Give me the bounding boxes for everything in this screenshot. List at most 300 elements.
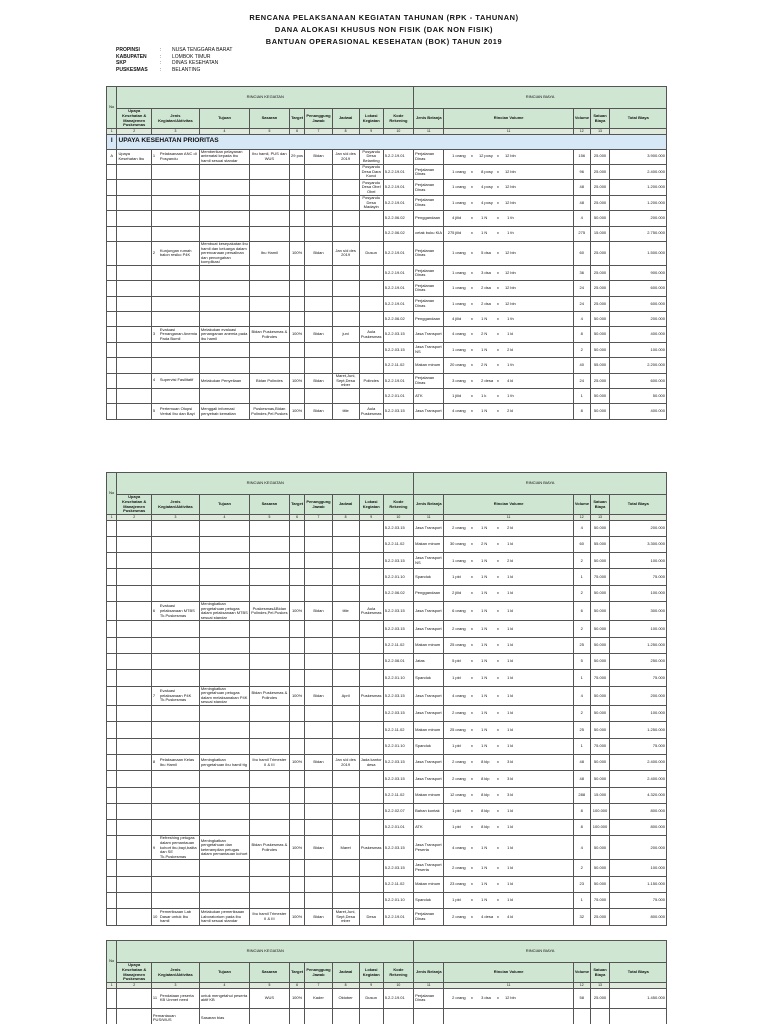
- row-sasaran: Bidan Puskesmas & Polindes: [250, 836, 290, 860]
- row-satuan-biaya: 25.000: [590, 149, 610, 164]
- column-number: 6: [289, 129, 305, 135]
- row-jadwal: [332, 787, 359, 803]
- multiply-sign: x: [470, 285, 473, 291]
- row-rincian-volume: [444, 722, 574, 738]
- row-target: 100%: [289, 241, 305, 265]
- volume-part: 1: [507, 808, 510, 814]
- volume-part: 2: [481, 300, 484, 306]
- row-tujuan: [199, 281, 249, 296]
- row-upaya-code: [107, 296, 117, 311]
- volume-part: 1: [452, 250, 455, 256]
- budget-row: [107, 706, 667, 722]
- row-upaya: [117, 265, 151, 280]
- header-jadwal: Jadwal: [332, 109, 359, 129]
- volume-part: 1: [507, 625, 510, 631]
- volume-part: pkt: [455, 674, 461, 680]
- volume-part: 2: [507, 408, 510, 414]
- row-activity-number: 1: [152, 153, 156, 159]
- row-sasaran: [250, 876, 290, 892]
- volume-part: kl: [510, 642, 514, 648]
- multiply-sign: x: [470, 692, 473, 698]
- header-rincian-kegiatan: RINCIAN KEGIATAN: [117, 473, 414, 495]
- row-lokasi: Puskesmas: [359, 836, 383, 860]
- row-rincian-volume: [444, 820, 574, 836]
- row-volume: 40: [573, 358, 590, 373]
- row-activity-number: 5: [152, 408, 156, 414]
- row-activity-number: 6: [152, 607, 156, 613]
- multiply-sign: x: [470, 742, 473, 748]
- volume-part: 1: [452, 897, 455, 903]
- row-satuan-biaya: [590, 1008, 610, 1024]
- header-jenis: Jenis Kegiatan/Aktivitas: [151, 109, 199, 129]
- row-sasaran: [250, 389, 290, 404]
- header-total-biaya: Total Biaya: [610, 963, 667, 983]
- volume-part: orang: [455, 607, 466, 613]
- row-tujuan: [199, 820, 249, 836]
- row-sasaran: Ibu Hamil: [250, 241, 290, 265]
- multiply-sign: x: [470, 184, 473, 190]
- budget-row: [107, 602, 667, 621]
- row-penanggung-jawab: [305, 536, 332, 552]
- volume-part: 2: [452, 590, 455, 596]
- row-sasaran: [250, 536, 290, 552]
- row-sasaran: [250, 211, 290, 226]
- volume-part: 1: [452, 742, 455, 748]
- row-lokasi: [359, 670, 383, 686]
- row-rincian-volume: [444, 358, 574, 373]
- row-penanggung-jawab: Bidan: [305, 754, 332, 770]
- volume-part: orang: [455, 331, 466, 337]
- row-kode-rekening: 5.2.2.11.02: [383, 358, 413, 373]
- row-tujuan: [199, 892, 249, 908]
- row-jenis-belanja: Bahan kontak: [414, 803, 444, 819]
- multiply-sign: x: [496, 408, 499, 414]
- row-tujuan: [199, 722, 249, 738]
- section-roman: I: [107, 134, 117, 149]
- row-volume: 6: [573, 602, 590, 621]
- header-upaya: Upaya Kesehatan & Manajemen Puskesmas: [117, 963, 151, 983]
- multiply-sign: x: [496, 864, 499, 870]
- column-number: 12: [573, 129, 590, 135]
- row-penanggung-jawab: [305, 569, 332, 585]
- column-number: 2: [117, 129, 151, 135]
- row-target: 29 pos: [289, 149, 305, 164]
- row-upaya: [117, 312, 151, 327]
- row-upaya: [117, 373, 151, 388]
- volume-part: 1: [507, 824, 510, 830]
- row-target: [289, 654, 305, 670]
- row-jenis-kegiatan: [151, 327, 199, 342]
- row-upaya-code: [107, 820, 117, 836]
- volume-part: orang: [455, 346, 466, 352]
- row-satuan-biaya: 25.000: [590, 164, 610, 179]
- row-upaya: [117, 1008, 151, 1024]
- row-total-biaya: 1.500.000: [610, 241, 667, 265]
- volume-part: orang: [455, 269, 466, 275]
- header-kode-rekening: Kode Rekening: [383, 109, 413, 129]
- row-rincian-volume: [444, 164, 574, 179]
- multiply-sign: x: [496, 331, 499, 337]
- row-upaya-code: [107, 164, 117, 179]
- volume-part: kl: [510, 674, 514, 680]
- row-penanggung-jawab: Bidan: [305, 602, 332, 621]
- volume-part: kl: [510, 808, 514, 814]
- row-jadwal: [332, 180, 359, 195]
- header-rincian-kegiatan: RINCIAN KEGIATAN: [117, 941, 414, 963]
- volume-part: 2: [452, 775, 455, 781]
- volume-part: N: [484, 346, 488, 352]
- volume-part: 12: [504, 994, 510, 1000]
- row-upaya: [117, 296, 151, 311]
- budget-row: [107, 327, 667, 342]
- row-jadwal: Jan s/d des 2019: [332, 241, 359, 265]
- row-jenis-kegiatan: [151, 988, 199, 1008]
- row-jenis-belanja: Makan minum: [414, 637, 444, 653]
- row-jenis-belanja: Jasa Transport: [414, 771, 444, 787]
- row-jenis-text: Evaluasi Penanganan Anemia Pada Bumil: [159, 326, 198, 341]
- row-lokasi: [359, 211, 383, 226]
- row-volume: 1: [573, 738, 590, 754]
- row-kode-rekening: 5.2.2.03.15: [383, 754, 413, 770]
- row-upaya-code: [107, 373, 117, 388]
- volume-part: N: [484, 408, 488, 414]
- row-upaya: [117, 670, 151, 686]
- row-activity-number: 10: [152, 913, 158, 919]
- row-jadwal: Maret,Juni, Sept,Desa mber: [332, 909, 359, 925]
- volume-part: orang: [455, 557, 466, 563]
- row-sasaran: [250, 520, 290, 536]
- volume-part: dsa: [484, 994, 491, 1000]
- volume-part: 1: [507, 881, 510, 886]
- row-penanggung-jawab: [305, 342, 332, 357]
- volume-part: orang: [455, 994, 466, 1000]
- row-upaya-code: [107, 686, 117, 705]
- row-lokasi: Aula Puskesmas: [359, 404, 383, 419]
- identity-row-puskesmas: PUSKESMAS : BELANTING: [116, 66, 201, 73]
- row-activity-number: 2: [152, 250, 156, 256]
- row-total-biaya: 75.000: [610, 670, 667, 686]
- volume-part: 4: [452, 408, 455, 414]
- column-number: 7: [305, 983, 332, 989]
- multiply-sign: x: [496, 300, 499, 306]
- row-tujuan: Meningkatkan pengetahuan petugas dalam melaksanakan P4K sesuai standar: [199, 686, 249, 705]
- budget-row: [107, 909, 667, 925]
- row-penanggung-jawab: [305, 520, 332, 536]
- row-sasaran: Bidan Polindes: [250, 373, 290, 388]
- row-jenis-kegiatan: [151, 195, 199, 210]
- header-satuan-biaya: Satuan Biaya: [590, 495, 610, 515]
- budget-row: [107, 1008, 667, 1024]
- volume-part: kl: [510, 607, 514, 613]
- row-total-biaya: 1.150.000: [610, 876, 667, 892]
- row-jadwal: [332, 876, 359, 892]
- multiply-sign: x: [496, 625, 499, 631]
- row-lokasi: [359, 787, 383, 803]
- row-target: [289, 296, 305, 311]
- row-lokasi: Dusun: [359, 988, 383, 1008]
- volume-part: N: [484, 642, 488, 648]
- volume-part: 4: [452, 215, 455, 221]
- volume-part: 1: [507, 674, 510, 680]
- row-upaya-code: [107, 836, 117, 860]
- volume-part: N: [484, 331, 488, 337]
- row-jenis-belanja: Perjalanan Dinas: [414, 373, 444, 388]
- multiply-sign: x: [496, 897, 499, 903]
- row-sasaran: [250, 670, 290, 686]
- doc-title-line-3: BANTUAN OPERASIONAL KESEHATAN (BOK) TAHUN 2019: [265, 37, 503, 46]
- row-sasaran: [250, 296, 290, 311]
- row-total-biaya: 3.300.000: [610, 536, 667, 552]
- row-tujuan: Menggali informasi penyebab kematian: [199, 404, 249, 419]
- column-number: 13: [590, 129, 610, 135]
- row-jenis-belanja: Jasa Transport: [414, 520, 444, 536]
- volume-part: 2: [452, 864, 455, 870]
- row-jenis-text: Pemeriksaan Lab Dasar untuk Ibu hamil: [159, 909, 192, 924]
- volume-part: 3: [507, 759, 510, 765]
- row-jenis-belanja: Perjalanan Dinas: [414, 988, 444, 1008]
- row-kode-rekening: 5.2.2.06.01: [383, 654, 413, 670]
- row-jenis-belanja: Makan minum: [414, 787, 444, 803]
- volume-part: jilid: [455, 315, 462, 321]
- volume-part: 1: [452, 168, 455, 174]
- row-jadwal: [332, 637, 359, 653]
- row-rincian-volume: [444, 585, 574, 601]
- column-number: 3: [151, 983, 199, 989]
- volume-part: 12: [504, 250, 510, 256]
- row-upaya: [117, 536, 151, 552]
- multiply-sign: x: [470, 300, 473, 306]
- row-volume: 2: [573, 342, 590, 357]
- volume-part: 1: [507, 742, 510, 748]
- row-rincian-volume: [444, 637, 574, 653]
- row-activity-number: 3: [152, 331, 156, 337]
- row-penanggung-jawab: [305, 803, 332, 819]
- budget-row: [107, 312, 667, 327]
- volume-part: 1: [481, 625, 484, 631]
- multiply-sign: x: [470, 315, 473, 321]
- volume-part: 2: [452, 994, 455, 1000]
- volume-part: 3: [481, 269, 484, 275]
- volume-part: 3: [507, 775, 510, 781]
- row-upaya-code: [107, 553, 117, 569]
- multiply-sign: x: [470, 377, 473, 383]
- row-jenis-kegiatan: [151, 860, 199, 876]
- row-tujuan: Membuat kesepakatan ibu hamil dan keluarga dalam perencanaan persalinan dan pencegahan komplikasi: [200, 241, 248, 265]
- row-kode-rekening: [383, 1008, 413, 1024]
- volume-part: N: [484, 710, 488, 716]
- volume-part: orang: [455, 408, 466, 414]
- volume-part: 4: [452, 331, 455, 337]
- multiply-sign: x: [496, 844, 499, 850]
- volume-part: 1: [481, 215, 484, 221]
- volume-part: orang: [455, 913, 466, 919]
- volume-part: N: [484, 844, 488, 850]
- identity-row-kabupaten: KABUPATEN : LOMBOK TIMUR: [116, 53, 211, 60]
- row-jenis-belanja: Perjalanan Dinas: [414, 281, 444, 296]
- row-total-biaya: 100.000: [610, 621, 667, 637]
- row-kode-rekening: 5.2.2.03.15: [383, 860, 413, 876]
- multiply-sign: x: [496, 168, 499, 174]
- header-lokasi: Lokasi Kegiatan: [359, 109, 383, 129]
- row-penanggung-jawab: [305, 892, 332, 908]
- row-sasaran: [250, 226, 290, 241]
- volume-part: 1: [452, 674, 455, 680]
- row-sasaran: [250, 892, 290, 908]
- row-total-biaya: 400.000: [610, 404, 667, 419]
- row-rincian-volume: [444, 241, 574, 265]
- budget-row: [107, 836, 667, 860]
- header-tujuan: Tujuan: [199, 495, 249, 515]
- row-jadwal: [332, 771, 359, 787]
- row-total-biaya: 2.400.000: [610, 771, 667, 787]
- row-penanggung-jawab: [305, 180, 332, 195]
- row-upaya-code: [107, 312, 117, 327]
- row-jenis-kegiatan: [151, 342, 199, 357]
- row-tujuan: [199, 569, 249, 585]
- volume-part: dsa: [484, 285, 491, 291]
- header-jenis: Jenis Kegiatan/Aktivitas: [151, 963, 199, 983]
- volume-part: 12: [478, 153, 484, 159]
- volume-part: 8: [481, 824, 484, 830]
- row-tujuan: Meningkatkan pengetahuan petugas dalam pelaksanaan MTBS sesuai standar: [200, 601, 248, 620]
- row-upaya-code: [107, 226, 117, 241]
- header-volume: Volume: [573, 495, 590, 515]
- row-lokasi: [359, 706, 383, 722]
- row-jenis-belanja: Jasa Transport NS: [414, 553, 444, 569]
- multiply-sign: x: [470, 541, 473, 547]
- header-rincian-biaya: RINCIAN BIAYA: [414, 473, 667, 495]
- header-kode-rekening: Kode Rekening: [383, 495, 413, 515]
- row-upaya-code: [107, 654, 117, 670]
- row-sasaran: [250, 195, 290, 210]
- row-target: [289, 312, 305, 327]
- row-jenis-kegiatan: [151, 892, 199, 908]
- row-upaya: [117, 988, 151, 1008]
- row-total-biaya: 4.320.000: [610, 787, 667, 803]
- row-kode-rekening: 5.2.2.19.01: [383, 988, 413, 1008]
- row-target: [289, 342, 305, 357]
- row-sasaran: [250, 654, 290, 670]
- volume-part: klp: [484, 808, 490, 814]
- row-total-biaya: 75.000: [610, 738, 667, 754]
- volume-part: desa: [484, 913, 494, 919]
- volume-part: orang: [455, 300, 466, 306]
- section-title: UPAYA KESEHATAN PRIORITAS: [117, 134, 667, 149]
- row-lokasi: [359, 722, 383, 738]
- row-jadwal: Oktober: [332, 988, 359, 1008]
- volume-part: 1: [507, 864, 510, 870]
- row-activity-number: 9: [152, 844, 156, 850]
- row-penanggung-jawab: [305, 637, 332, 653]
- volume-part: N: [484, 726, 488, 732]
- row-sasaran: [250, 180, 290, 195]
- multiply-sign: x: [496, 607, 499, 613]
- budget-row: [107, 149, 667, 164]
- row-kode-rekening: 5.2.2.03.15: [383, 706, 413, 722]
- row-jadwal: Maret: [332, 836, 359, 860]
- row-satuan-biaya: 25.000: [590, 281, 610, 296]
- volume-part: 8: [481, 791, 484, 797]
- row-total-biaya: 800.000: [610, 803, 667, 819]
- row-volume: 1: [573, 569, 590, 585]
- row-rincian-volume: [444, 226, 574, 241]
- row-kode-rekening: 5.2.2.06.02: [383, 585, 413, 601]
- row-upaya-code: [107, 670, 117, 686]
- row-jadwal: Maret,Juni, Sept,Desa mber: [332, 373, 359, 388]
- volume-part: pkt: [455, 658, 461, 664]
- row-satuan-biaya: 50.000: [590, 404, 610, 419]
- header-kode-rekening: Kode Rekening: [383, 963, 413, 983]
- row-upaya: [117, 358, 151, 373]
- row-jenis-belanja: Spanduk: [414, 892, 444, 908]
- volume-part: 3: [452, 377, 455, 383]
- multiply-sign: x: [470, 775, 473, 781]
- volume-part: 4: [452, 692, 455, 698]
- column-number: 5: [250, 983, 290, 989]
- header-column-row: [107, 963, 667, 983]
- volume-part: 1: [481, 408, 484, 414]
- budget-row: [107, 621, 667, 637]
- row-satuan-biaya: 50.000: [590, 876, 610, 892]
- row-total-biaya: 75.000: [610, 892, 667, 908]
- row-target: [289, 265, 305, 280]
- row-tujuan: [199, 553, 249, 569]
- row-satuan-biaya: 15.000: [590, 787, 610, 803]
- row-volume: 48: [573, 180, 590, 195]
- doc-title-line-2: DANA ALOKASI KHUSUS NON FISIK (DAK NON FISIK): [274, 25, 494, 34]
- multiply-sign: x: [496, 775, 499, 781]
- row-jenis-kegiatan: [151, 164, 199, 179]
- row-kode-rekening: 5.2.2.19.01: [383, 241, 413, 265]
- row-upaya-code: [107, 358, 117, 373]
- multiply-sign: x: [496, 573, 499, 579]
- row-penanggung-jawab: [305, 706, 332, 722]
- volume-part: kl: [510, 658, 514, 664]
- row-jenis-belanja: Makan minum: [414, 358, 444, 373]
- row-rincian-volume: [444, 342, 574, 357]
- volume-part: 1: [452, 269, 455, 275]
- row-satuan-biaya: 25.000: [590, 909, 610, 925]
- row-jenis-belanja: Perjalanan Dinas: [414, 241, 444, 265]
- row-penanggung-jawab: [305, 722, 332, 738]
- row-kode-rekening: 5.2.2.03.15: [383, 327, 413, 342]
- row-rincian-volume: [444, 803, 574, 819]
- row-sasaran: [250, 1008, 290, 1024]
- row-tujuan: Meningkatkan pengetahuan ibu hamil ttg: [199, 754, 249, 770]
- row-jenis-text: Pemantauan PUS/WUS: [152, 1012, 176, 1023]
- multiply-sign: x: [496, 153, 499, 159]
- row-tujuan: [199, 787, 249, 803]
- row-volume: 4: [573, 520, 590, 536]
- row-total-biaya: 2.200.000: [610, 358, 667, 373]
- row-penanggung-jawab: [305, 226, 332, 241]
- volume-part: klp: [484, 791, 490, 797]
- volume-part: klp: [484, 824, 490, 830]
- row-satuan-biaya: 25.000: [590, 241, 610, 265]
- row-tujuan: [199, 520, 249, 536]
- volume-part: 12: [504, 285, 510, 291]
- row-penanggung-jawab: [305, 265, 332, 280]
- row-penanggung-jawab: [305, 1008, 332, 1024]
- row-lokasi: Dusun: [359, 241, 383, 265]
- row-lokasi: [359, 296, 383, 311]
- row-penanggung-jawab: [305, 195, 332, 210]
- row-penanggung-jawab: [305, 860, 332, 876]
- volume-part: 1: [481, 710, 484, 716]
- row-jenis-belanja: Spanduk: [414, 670, 444, 686]
- multiply-sign: x: [470, 897, 473, 903]
- budget-row: [107, 670, 667, 686]
